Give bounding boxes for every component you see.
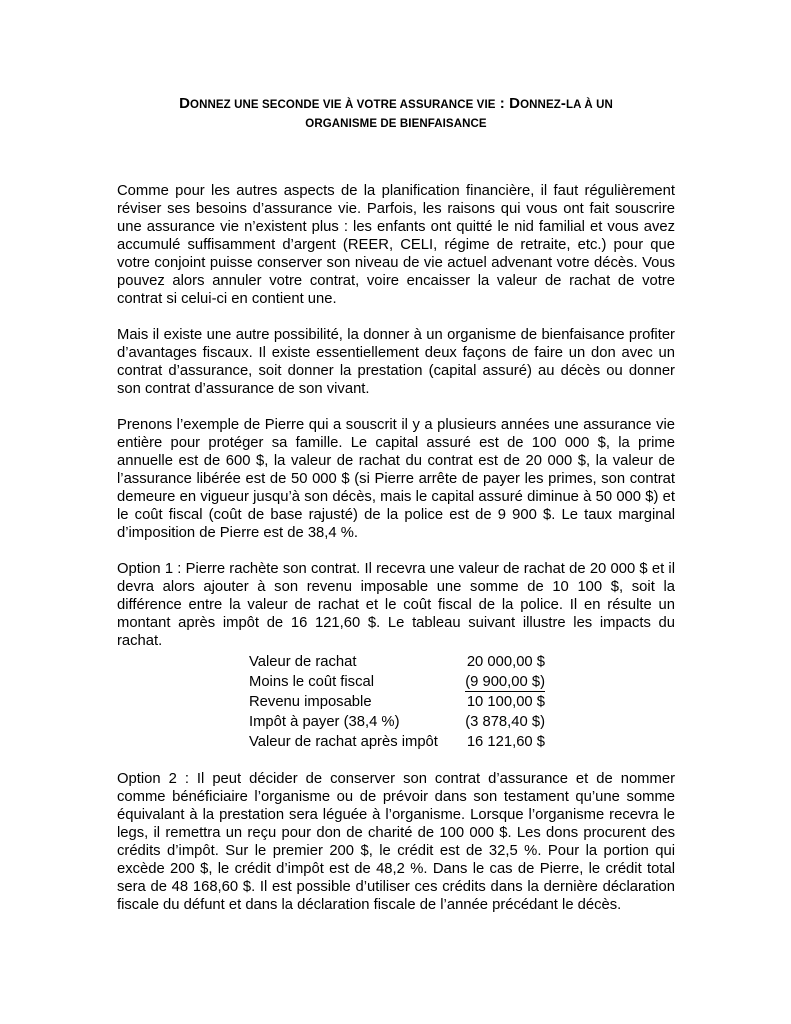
redemption-table: [249, 652, 545, 752]
title-text-c: LA À UN: [565, 99, 613, 111]
table-row-amount: 16 121,60 $: [466, 734, 545, 750]
paragraph-intro: Comme pour les autres aspects de la planification financière, il faut régulièrement réviser ses besoins d’assurance vie. Parfois, les raisons qui vous ont fait souscrire une assurance vie n’existent plus : les enfants ont quitté le nid familial et vous avez accumulé suffisamment d’argent (REER, CELI, régime de retraite, etc.) pour que votre conjoint puisse conserver son niveau de vie actuel advenant votre décès. Vous pouvez alors annuler votre contrat, voire encaisser la valeur de rachat de votre contrat si celui-ci en contient une.: [117, 183, 675, 307]
paragraph-option-2: Option 2 : Il peut décider de conserver son contrat d’assurance et de nommer comme bénéficiaire l’organisme ou de prévoir dans son testament qu’une somme équivalant à la prestation sera léguée à l’organisme. Lorsque l’organisme recevra le legs, il remettra un reçu pour don de charité de 100 000 $. Les dons procurent des crédits d’impôt. Sur le premier 200 $, le crédit est de 32,5 %. Pour la portion qui excède 200 $, le crédit d’impôt est de 48,2 %. Dans le cas de Pierre, le crédit total sera de 48 168,60 $. Il est possible d’utiliser ces crédits dans la dernière déclaration fiscale du défunt et dans la déclaration fiscale de l’année précédant le décès.: [117, 771, 675, 913]
table-row: [249, 672, 545, 692]
table-row-amount: (3 878,40 $): [465, 714, 545, 730]
title-dash: -: [560, 95, 566, 112]
table-row-amount: 20 000,00 $: [466, 654, 545, 670]
document-page: [117, 94, 675, 914]
table-row-amount-cell: [457, 672, 545, 692]
title-line-1: [179, 95, 613, 112]
table-row-label: Moins le coût fiscal: [249, 674, 375, 690]
table-row: [249, 732, 545, 752]
title-text-a: ONNEZ UNE SECONDE VIE À VOTRE ASSURANCE VIE: [190, 99, 496, 111]
table-row-amount: 10 100,00 $: [466, 694, 545, 710]
table-row-label: Revenu imposable: [249, 694, 372, 710]
title-separator: :: [495, 95, 510, 112]
document-title: [117, 94, 675, 134]
paragraph-example: Prenons l’exemple de Pierre qui a souscrit il y a plusieurs années une assurance vie entière pour protéger sa famille. Le capital assuré est de 100 000 $, la prime annuelle est de 600 $, la valeur de rachat du contrat est de 20 000 $, la valeur de l’assurance libérée est de 50 000 $ (si Pierre arrête de payer les primes, son contrat demeure en vigueur jusqu’à son décès, mais le capital assuré diminue à 50 000 $) et le coût fiscal (coût de base rajusté) de la police est de 9 900 $. Le taux marginal d’imposition de Pierre est de 38,4 %.: [117, 417, 675, 541]
title-text-b: ONNEZ: [520, 99, 561, 111]
table-row: [249, 692, 545, 712]
title-second-cap: D: [509, 95, 521, 112]
paragraph-alternative: Mais il existe une autre possibilité, la donner à un organisme de bienfaisance profiter d’avantages fiscaux. Il existe essentiellement deux façons de faire un don avec un contrat d’assurance, soit donner la prestation (capital assuré) au décès ou donner son contrat d’assurance de son vivant.: [117, 327, 675, 397]
paragraph-option-1: Option 1 : Pierre rachète son contrat. Il recevra une valeur de rachat de 20 000 $ et il devra alors ajouter à son revenu imposable une somme de 10 100 $, soit la différence entre la valeur de rachat et le coût fiscal de la police. Il en résulte un montant après impôt de 16 121,60 $. Le tableau suivant illustre les impacts du rachat.: [117, 561, 675, 649]
table-row-amount: (9 900,00 $): [465, 674, 545, 690]
table-row-label: Impôt à payer (38,4 %): [249, 714, 400, 730]
title-line-2: ORGANISME DE BIENFAISANCE: [305, 118, 487, 130]
table-row-label: Valeur de rachat: [249, 654, 357, 670]
table-row: [249, 712, 545, 732]
title-initial-cap: D: [179, 95, 191, 112]
table-row-label: Valeur de rachat après impôt: [249, 734, 438, 750]
table-row: [249, 652, 545, 672]
